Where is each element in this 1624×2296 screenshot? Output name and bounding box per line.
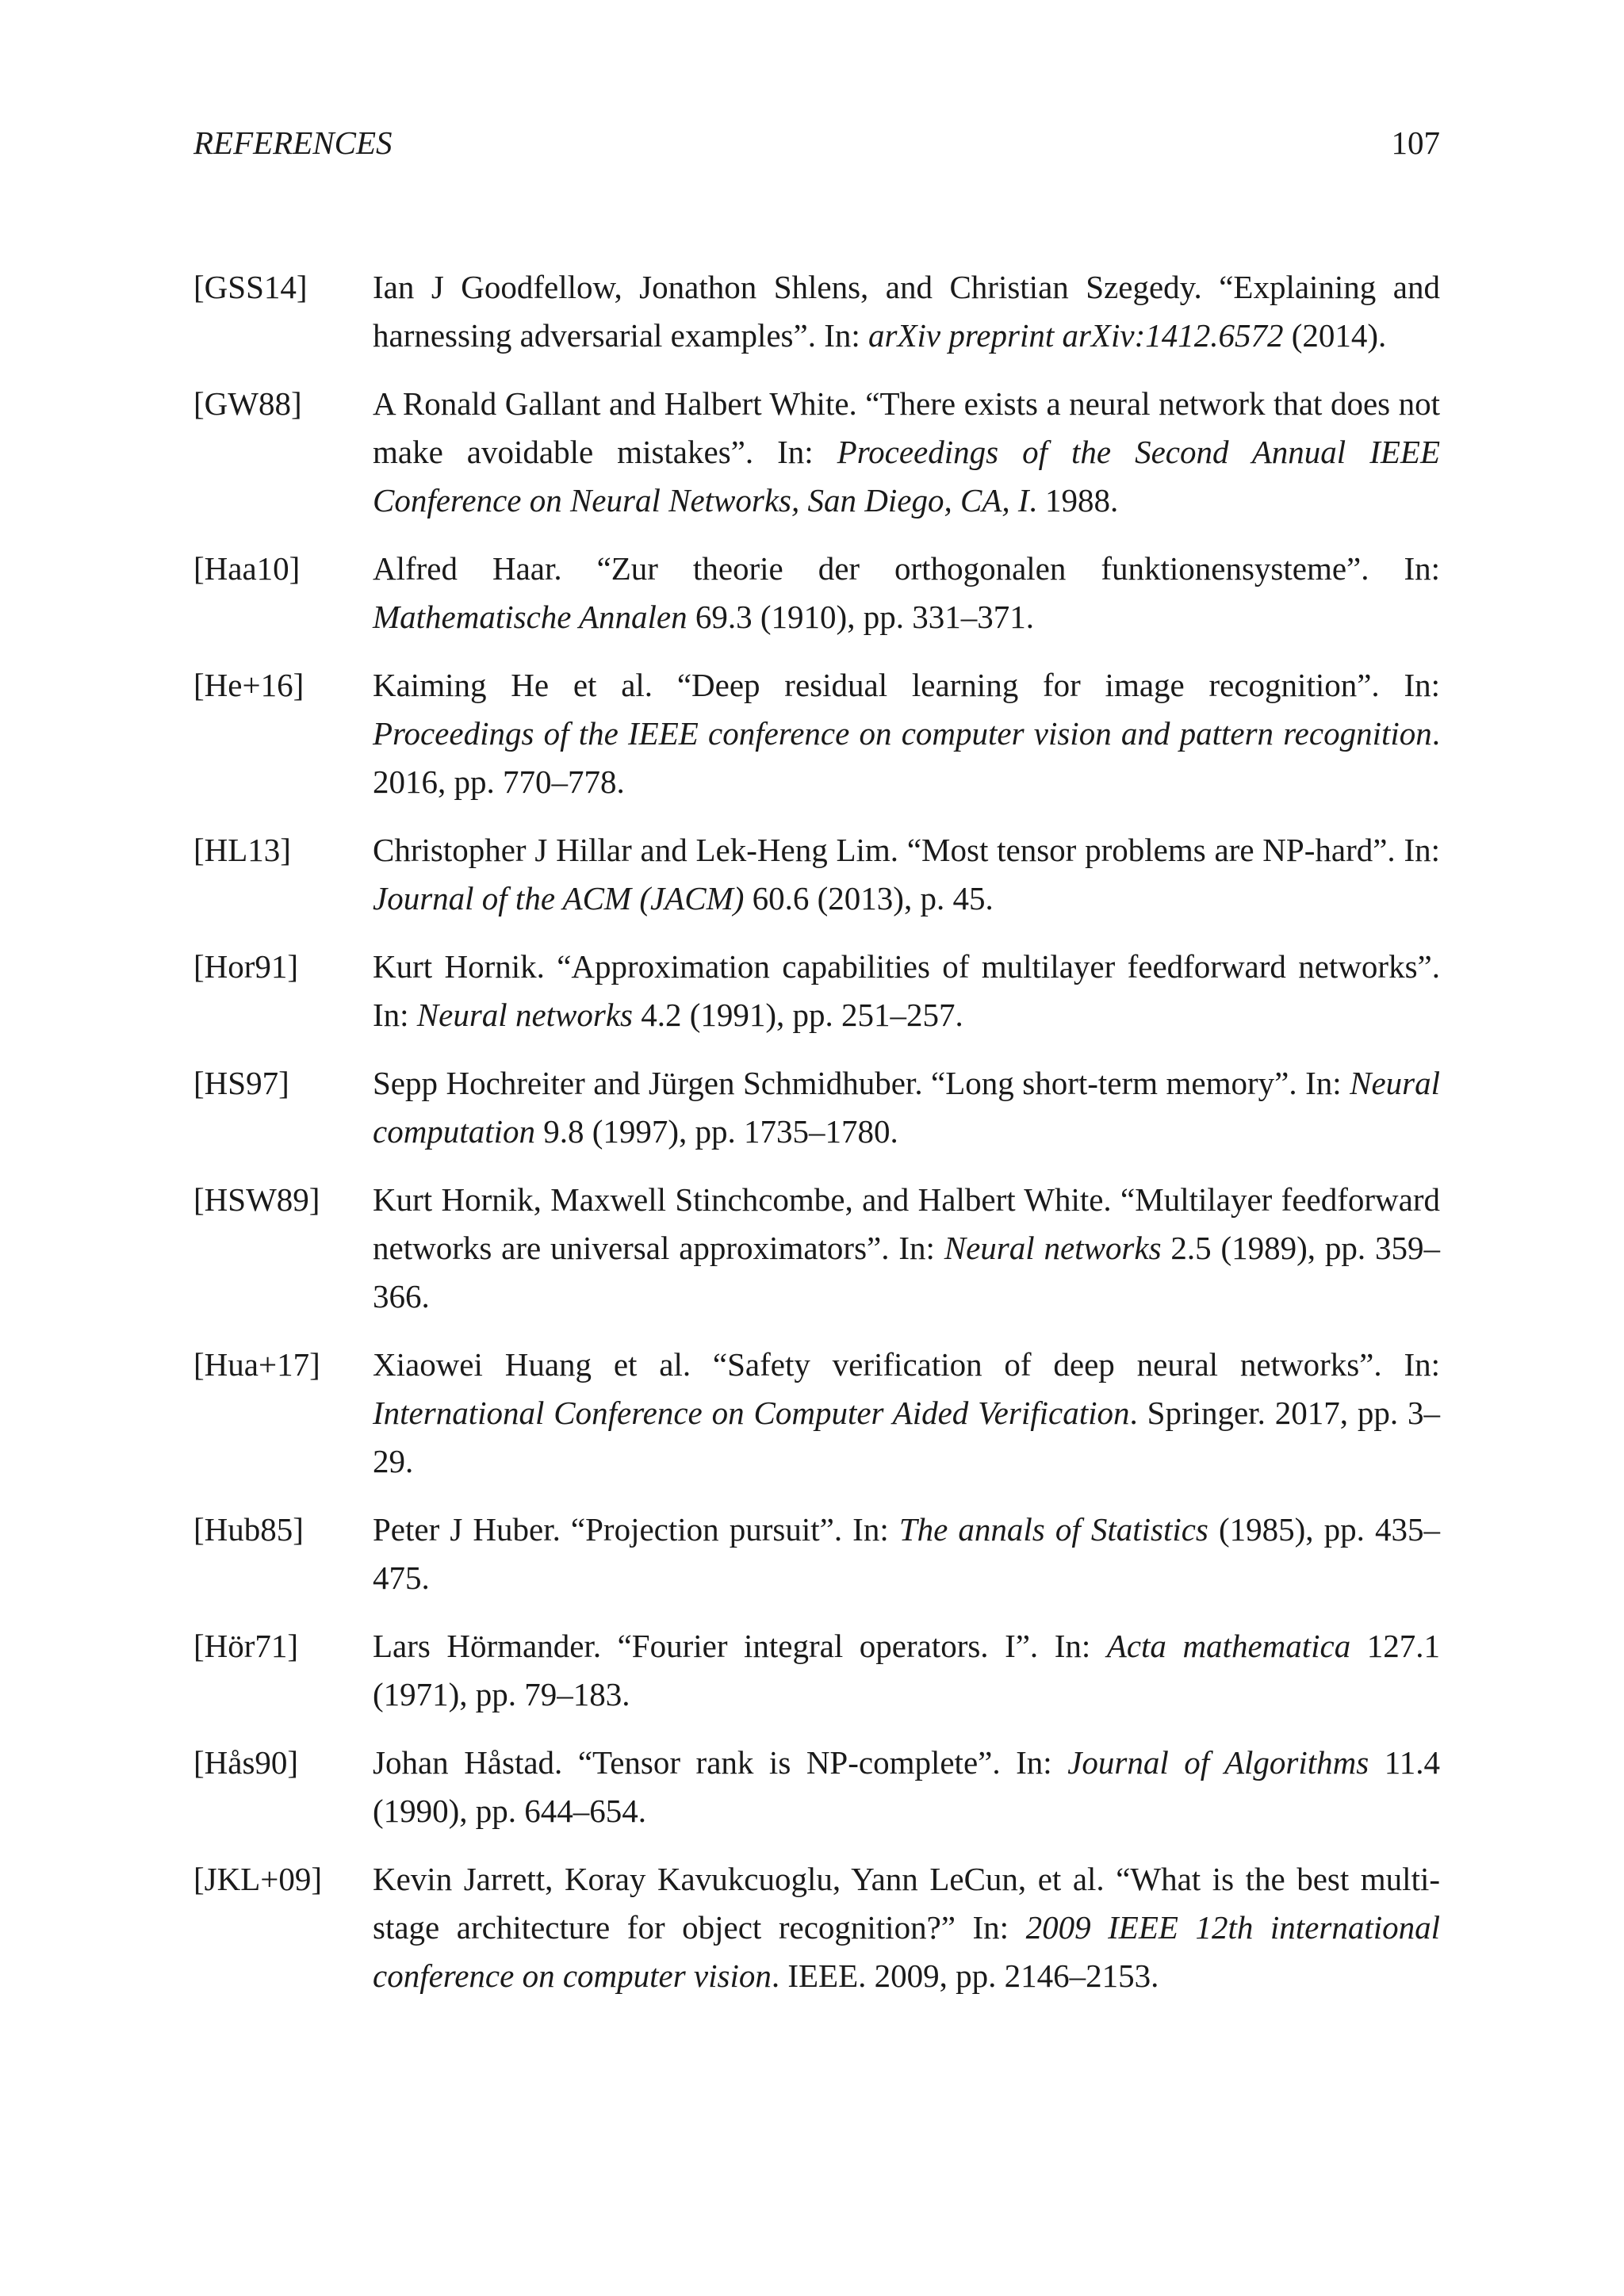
reference-venue: Neural networks	[944, 1230, 1162, 1266]
reference-text	[373, 943, 1440, 1039]
reference-details: 9.8 (1997), pp. 1735–1780.	[534, 1113, 898, 1150]
reference-text	[373, 1506, 1440, 1602]
reference-authors-title: Christopher J Hillar and Lek-Heng Lim. “Most tensor problems are NP-hard”. In:	[373, 832, 1440, 868]
citation-key: [Hör71]	[193, 1628, 299, 1664]
reference-entry	[193, 1622, 1440, 1719]
reference-entry	[193, 943, 1440, 1039]
reference-authors-title: Sepp Hochreiter and Jürgen Schmidhuber. “Long short-term memory”. In:	[373, 1065, 1350, 1101]
reference-entry	[193, 380, 1440, 525]
reference-details: . 1988.	[1028, 482, 1119, 519]
citation-key: [Hås90]	[193, 1744, 299, 1781]
reference-details: 127.1 (1971), pp. 79–183.	[373, 1628, 1441, 1712]
reference-authors-title: A Ronald Gallant and Halbert White. “There exists a neural network that does not make avoidable mistakes”. In:	[373, 385, 1440, 470]
reference-venue: International Conference on Computer Aided Verification	[373, 1395, 1130, 1431]
reference-details: 60.6 (2013), p. 45.	[744, 880, 994, 916]
reference-details: (2014).	[1283, 317, 1387, 354]
reference-authors-title: Alfred Haar. “Zur theorie der orthogonalen funktionensysteme”. In:	[373, 550, 1440, 587]
reference-authors-title: Xiaowei Huang et al. “Safety verification of deep neural networks”. In:	[373, 1346, 1440, 1383]
reference-authors-title: Kevin Jarrett, Koray Kavukcuoglu, Yann LeCun, et al. “What is the best multi-stage architecture for object recognition?” In:	[373, 1861, 1440, 1946]
reference-text	[373, 1341, 1440, 1486]
citation-key: [Haa10]	[193, 550, 301, 587]
reference-text	[373, 1176, 1440, 1321]
reference-venue: The annals of Statistics	[898, 1511, 1208, 1548]
citation-key: [He+16]	[193, 667, 304, 703]
reference-authors-title: Lars Hörmander. “Fourier integral operators. I”. In:	[373, 1628, 1107, 1664]
page-number: 107	[1391, 124, 1440, 161]
reference-details: . IEEE. 2009, pp. 2146–2153.	[771, 1957, 1159, 1994]
reference-authors-title: Johan Håstad. “Tensor rank is NP-complete”. In:	[373, 1744, 1068, 1781]
reference-details: (1985), pp. 435–475.	[373, 1511, 1440, 1596]
reference-text	[373, 661, 1440, 806]
reference-venue: Neural computation	[373, 1065, 1440, 1150]
reference-text	[373, 1739, 1440, 1835]
citation-key: [HSW89]	[193, 1181, 320, 1218]
reference-details: 2.5 (1989), pp. 359–366.	[373, 1230, 1441, 1314]
reference-entry	[193, 1506, 1440, 1602]
reference-authors-title: Kaiming He et al. “Deep residual learning for image recognition”. In:	[373, 667, 1440, 703]
reference-authors-title: Kurt Hornik. “Approximation capabilities of multilayer feedforward networks”. In:	[373, 948, 1440, 1033]
reference-entry	[193, 1059, 1440, 1156]
reference-authors-title: Kurt Hornik, Maxwell Stinchcombe, and Halbert White. “Multilayer feedforward networks are universal approximators”. In:	[373, 1181, 1440, 1266]
reference-text	[373, 1622, 1440, 1719]
reference-venue: 2009 IEEE 12th international conference on computer vision	[373, 1909, 1440, 1994]
reference-details: . Springer. 2017, pp. 3–29.	[373, 1395, 1440, 1479]
running-header	[193, 119, 1440, 166]
reference-entry	[193, 826, 1440, 923]
reference-list	[193, 263, 1440, 2020]
citation-key: [HS97]	[193, 1065, 289, 1101]
reference-details: 4.2 (1991), pp. 251–257.	[632, 997, 963, 1033]
reference-text	[373, 263, 1440, 360]
reference-entry	[193, 1855, 1440, 2000]
reference-text	[373, 826, 1440, 923]
reference-details: 69.3 (1910), pp. 331–371.	[687, 599, 1034, 635]
reference-venue: Acta mathematica	[1106, 1628, 1351, 1664]
reference-text	[373, 380, 1440, 525]
reference-authors-title: Ian J Goodfellow, Jonathon Shlens, and Christian Szegedy. “Explaining and harnessing adversarial examples”. In:	[373, 269, 1440, 354]
citation-key: [GSS14]	[193, 269, 308, 305]
running-header-title: REFERENCES	[193, 124, 393, 161]
reference-venue: Mathematische Annalen	[373, 599, 688, 635]
reference-venue: Proceedings of the IEEE conference on computer vision and pattern recognition	[373, 715, 1432, 752]
reference-details: . 2016, pp. 770–778.	[373, 715, 1440, 800]
reference-authors-title: Peter J Huber. “Projection pursuit”. In:	[373, 1511, 899, 1548]
reference-details: 11.4 (1990), pp. 644–654.	[373, 1744, 1440, 1829]
reference-venue: Journal of Algorithms	[1067, 1744, 1369, 1781]
citation-key: [JKL+09]	[193, 1861, 323, 1897]
reference-venue: Proceedings of the Second Annual IEEE Conference on Neural Networks, San Diego, CA, I	[373, 434, 1440, 519]
reference-venue: Neural networks	[416, 997, 633, 1033]
reference-venue: Journal of the ACM (JACM)	[373, 880, 745, 916]
citation-key: [Hub85]	[193, 1511, 304, 1548]
reference-entry	[193, 1341, 1440, 1486]
citation-key: [Hor91]	[193, 948, 299, 985]
citation-key: [Hua+17]	[193, 1346, 320, 1383]
reference-text	[373, 1059, 1440, 1156]
reference-entry	[193, 263, 1440, 360]
reference-venue: arXiv preprint arXiv:1412.6572	[868, 317, 1284, 354]
reference-entry	[193, 661, 1440, 806]
reference-entry	[193, 1176, 1440, 1321]
reference-entry	[193, 545, 1440, 641]
citation-key: [GW88]	[193, 385, 302, 422]
reference-text	[373, 545, 1440, 641]
citation-key: [HL13]	[193, 832, 291, 868]
reference-entry	[193, 1739, 1440, 1835]
reference-text	[373, 1855, 1440, 2000]
